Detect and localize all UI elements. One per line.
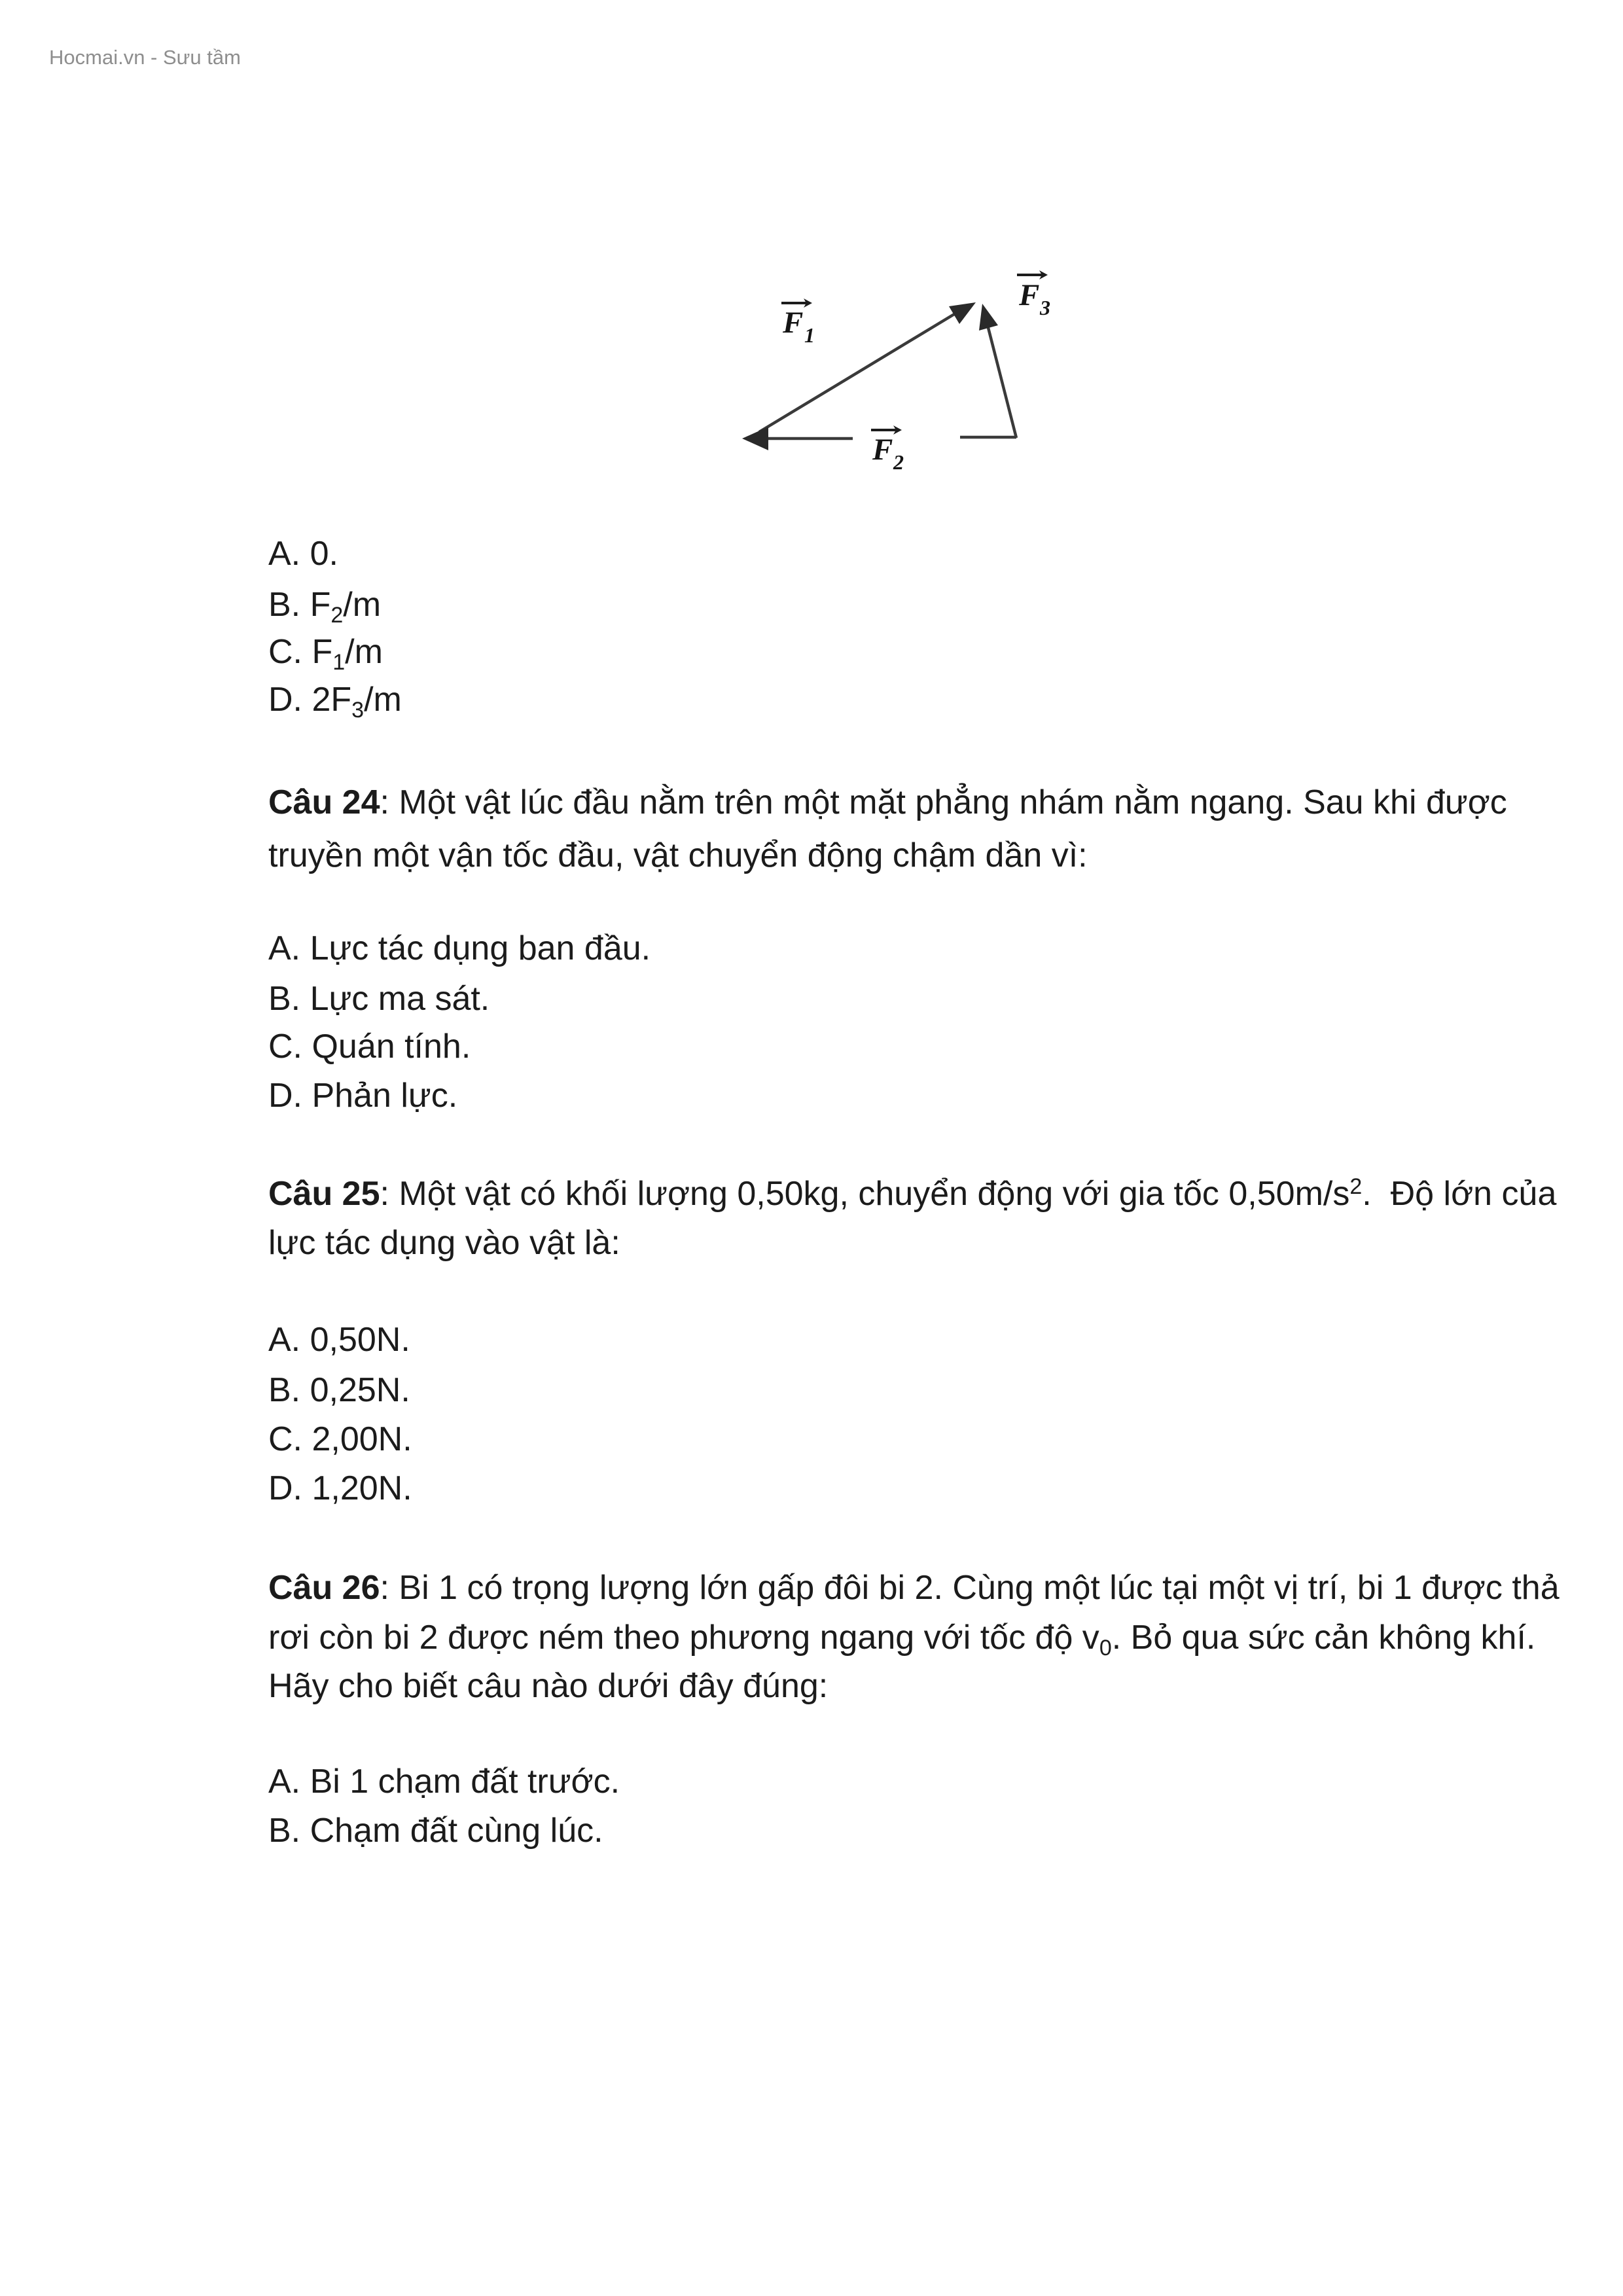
option-text: B. 0,25N.: [268, 1371, 410, 1409]
option-text: B. Chạm đất cùng lúc.: [268, 1812, 603, 1850]
question-text: : Một vật lúc đầu nằm trên một mặt phẳng nhám nằm ngang. Sau khi được: [380, 783, 1507, 821]
option-text: D. 1,20N.: [268, 1469, 412, 1507]
q25-line-2: [268, 1226, 620, 1260]
option-text: D. Phản lực.: [268, 1077, 458, 1115]
option-text: B. F: [268, 586, 331, 624]
q24-option-d: [268, 1079, 457, 1113]
q25-option-a: [268, 1323, 410, 1357]
q24-line-1: [268, 785, 1507, 819]
option-text: C. 2,00N.: [268, 1420, 412, 1458]
option-text: B. Lực ma sát.: [268, 980, 490, 1018]
figure-option-a: [268, 537, 338, 571]
option-text: C. Quán tính.: [268, 1028, 471, 1066]
f3-arrowhead-icon: [979, 304, 998, 331]
option-text: /m: [364, 681, 402, 719]
q26-line-2: [268, 1619, 1536, 1660]
question-text: : Một vật có khối lượng 0,50kg, chuyển động với gia tốc 0,50m/s: [380, 1175, 1350, 1213]
watermark-text: Hocmai.vn - Sưu tầm: [49, 46, 241, 69]
f1-label-sub: 1: [804, 323, 815, 347]
q24-option-a: [268, 931, 651, 965]
q26-line-3: [268, 1669, 828, 1703]
question-text: . Độ lớn của: [1362, 1175, 1557, 1213]
question-text: : Bi 1 có trọng lượng lớn gấp đôi bi 2. Cùng một lúc tại một vị trí, bi 1 được thả: [380, 1569, 1560, 1607]
subscript: 2: [330, 603, 344, 628]
figure-option-c: [268, 633, 383, 675]
q24-option-c: [268, 1030, 471, 1064]
q25-option-c: [268, 1422, 412, 1456]
q24-option-b: [268, 982, 490, 1016]
f1-arrowhead-icon: [949, 302, 976, 324]
f2-label: [871, 425, 904, 474]
force-diagram: [707, 255, 1086, 478]
f1-label-base: F: [783, 306, 804, 340]
option-text: A. 0.: [268, 535, 338, 573]
subscript: 3: [351, 698, 365, 723]
q26-line-1: [268, 1571, 1560, 1605]
option-text: A. 0,50N.: [268, 1321, 410, 1359]
question-number: Câu 24: [268, 783, 380, 821]
q26-option-b: [268, 1814, 603, 1848]
option-text: A. Bi 1 chạm đất trước.: [268, 1763, 620, 1801]
question-text: Hãy cho biết câu nào dưới đây đúng:: [268, 1667, 829, 1705]
question-text: lực tác dụng vào vật là:: [268, 1224, 620, 1262]
subscript: 1: [332, 650, 346, 675]
f3-label: [1017, 270, 1050, 319]
question-text: . Bỏ qua sức cản không khí.: [1111, 1619, 1536, 1657]
q24-line-2: [268, 838, 1088, 872]
f3-label-base: F: [1019, 278, 1040, 312]
option-text: C. F: [268, 633, 333, 671]
f1-label: [781, 298, 815, 347]
q26-option-a: [268, 1765, 620, 1799]
q25-line-1: [268, 1174, 1557, 1213]
question-number: Câu 26: [268, 1569, 380, 1607]
question-number: Câu 25: [268, 1175, 380, 1213]
question-text: truyền một vận tốc đầu, vật chuyển động chậm dần vì:: [268, 836, 1088, 874]
option-text: /m: [345, 633, 383, 671]
question-text: rơi còn bi 2 được ném theo phương ngang với tốc độ v: [268, 1619, 1099, 1657]
option-text: /m: [343, 586, 382, 624]
f3-vector-line: [986, 317, 1016, 438]
subscript: 0: [1099, 1636, 1112, 1660]
f2-label-base: F: [872, 433, 893, 467]
f2-label-sub: 2: [893, 450, 904, 474]
q25-option-d: [268, 1471, 412, 1505]
superscript: 2: [1349, 1174, 1363, 1199]
option-text: D. 2F: [268, 681, 352, 719]
q25-option-b: [268, 1373, 410, 1407]
figure-option-d: [268, 681, 402, 723]
f3-label-sub: 3: [1040, 296, 1050, 319]
option-text: A. Lực tác dụng ban đầu.: [268, 929, 651, 967]
f2-arrowhead-icon: [742, 427, 768, 450]
figure-option-b: [268, 586, 382, 628]
